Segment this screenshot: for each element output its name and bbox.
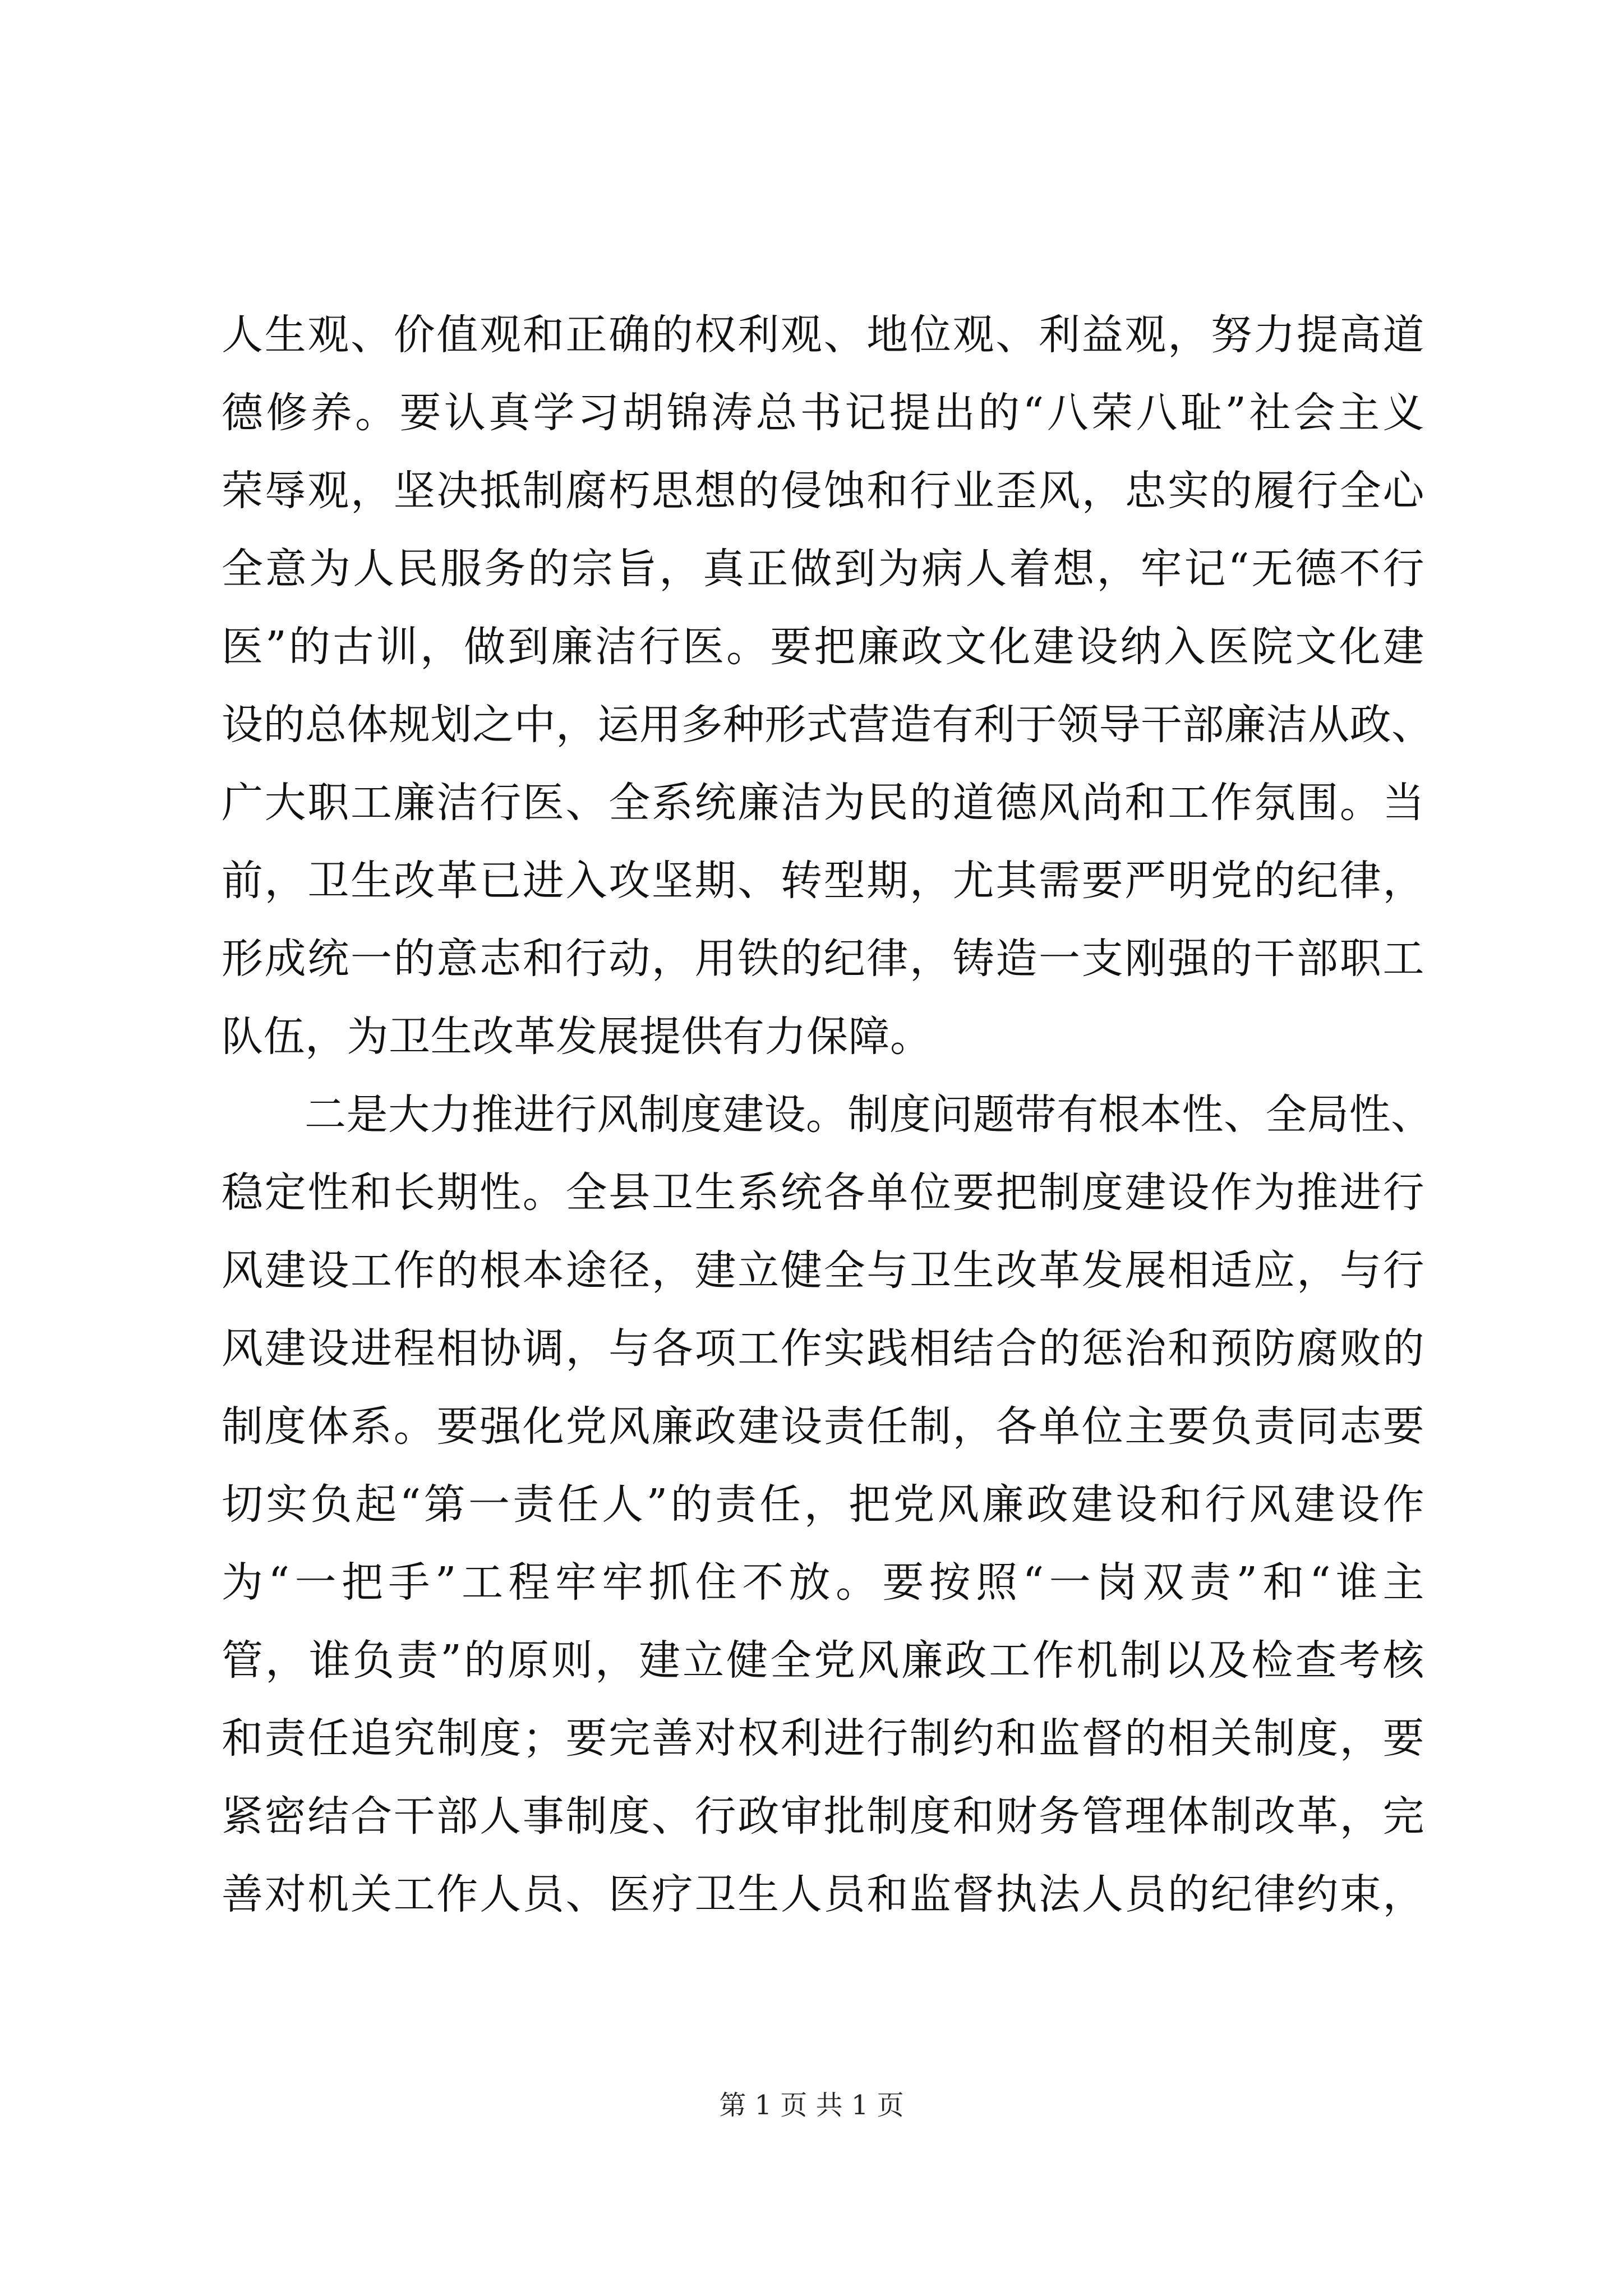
body-text [222,296,1433,1934]
paragraph-2 [222,1076,1433,1934]
paragraph-line: 德修养。要认真学习胡锦涛总书记提出的“八荣八耻”社会主义 [222,389,1424,437]
paragraph-line: 风建设进程相协调，与各项工作实践相结合的惩治和预防腐败的 [222,1324,1424,1373]
paragraph-line: 形成统一的意志和行动，用铁的纪律，铸造一支刚强的干部职工 [222,935,1424,983]
page-footer: 第 1 页 共 1 页 [719,2090,904,2121]
paragraph-line: 前，卫生改革已进入攻坚期、转型期，尤其需要严明党的纪律， [222,857,1424,905]
paragraph-line: 制度体系。要强化党风廉政建设责任制，各单位主要负责同志要 [222,1402,1424,1451]
paragraph-line: 切实负起“第一责任人”的责任，把党风廉政建设和行风建设作 [222,1480,1424,1529]
paragraph-line: 二是大力推进行风制度建设。制度问题带有根本性、全局性、 [305,1091,1433,1139]
paragraph-line: 为“一把手”工程牢牢抓住不放。要按照“一岗双责”和“谁主 [222,1558,1424,1607]
paragraph-line: 队伍，为卫生改革发展提供有力保障。 [222,1013,932,1061]
paragraph-line: 医”的古训，做到廉洁行医。要把廉政文化建设纳入医院文化建 [222,623,1424,671]
paragraph-line: 广大职工廉洁行医、全系统廉洁为民的道德风尚和工作氛围。当 [222,779,1424,827]
paragraph-line: 风建设工作的根本途径，建立健全与卫生改革发展相适应，与行 [222,1246,1424,1295]
paragraph-line: 稳定性和长期性。全县卫生系统各单位要把制度建设作为推进行 [222,1168,1424,1217]
paragraph-line: 荣辱观，坚决抵制腐朽思想的侵蚀和行业歪风，忠实的履行全心 [222,467,1424,515]
paragraph-line: 管，谁负责”的原则，建立健全党风廉政工作机制以及检查考核 [222,1636,1424,1685]
paragraph-line: 全意为人民服务的宗旨，真正做到为病人着想，牢记“无德不行 [222,545,1424,593]
paragraph-line: 和责任追究制度；要完善对权利进行制约和监督的相关制度，要 [222,1714,1424,1763]
paragraph-line: 设的总体规划之中，运用多种形式营造有利于领导干部廉洁从政、 [222,701,1433,749]
paragraph-line: 人生观、价值观和正确的权利观、地位观、利益观，努力提高道 [222,311,1424,359]
paragraph-line: 紧密结合干部人事制度、行政审批制度和财务管理体制改革，完 [222,1792,1424,1841]
paragraph-1 [222,296,1433,1076]
paragraph-line: 善对机关工作人员、医疗卫生人员和监督执法人员的纪律约束， [222,1870,1424,1918]
